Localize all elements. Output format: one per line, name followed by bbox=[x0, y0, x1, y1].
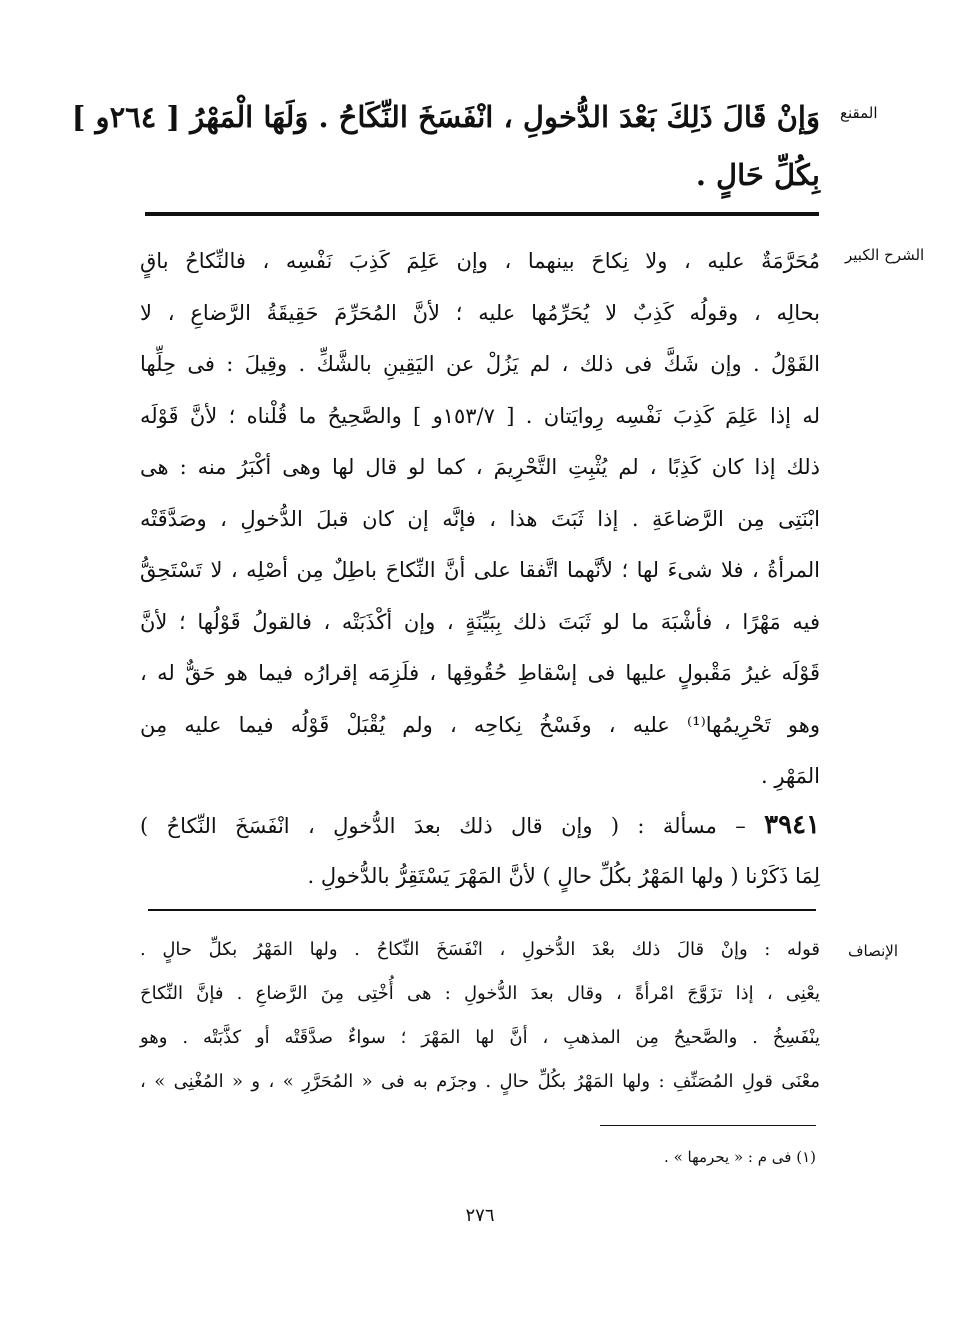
insaf-line: يعْنِى ، إذا تزَوَّجَ امْرأةً ، وقال بعدَ الدُّخولِ : هى أُخْتِى مِنَ الرَّضاعِ . فإنَّ النِّكاحَ bbox=[140, 983, 820, 1004]
page-number: ٢٧٦ bbox=[465, 1205, 495, 1226]
sharh-line: قَوْلَه غيرُ مَقْبولٍ عليها فى إسْقاطِ حُقُوقِها ، فلَزِمَه إقرارُه فيما هو حَقٌّ له ، bbox=[140, 661, 820, 685]
insaf-text bbox=[140, 928, 820, 1104]
masala-number: ٣٩٤١ bbox=[764, 810, 820, 840]
sharh-line: المرأةُ ، فلا شىءَ لها ؛ لأنَّهما اتَّفقا على أنَّ النِّكاحَ باطِلٌ مِن أصْلِه ، لا تَسْتَحِقُّ bbox=[140, 558, 820, 582]
sharh-line: المَهْرِ . bbox=[761, 764, 820, 788]
muqni-line: بِكُلِّ حَالٍ . bbox=[695, 158, 820, 192]
sharh-line: بحالِه ، وقولُه كَذِبٌ لا يُحَرِّمُها عليه ؛ لأنَّ المُحَرِّمَ حَقِيقَةُ الرَّضاعِ ، لا bbox=[140, 300, 820, 325]
masala-block bbox=[140, 800, 820, 901]
section-divider bbox=[145, 212, 819, 216]
masala-heading: – مسألة : ( وإن قال ذلك بعدَ الدُّخولِ ، انْفَسَخَ النِّكاحُ ) bbox=[140, 814, 746, 838]
insaf-line: معْنَى قولِ المُصَنِّفِ : ولها المَهْرُ بكُلِّ حالٍ . وجزَم به فى « المُحَرَّرِ » ، و « المُغْنِى » ، bbox=[140, 1071, 820, 1092]
muqni-label: المقنع bbox=[840, 104, 878, 122]
sharh-line: مُحَرَّمَةٌ عليه ، ولا نِكاحَ بينهما ، وإن عَلِمَ كَذِبَ نَفْسِه ، فالنِّكاحُ باقٍ bbox=[140, 249, 820, 273]
insaf-label: الإنصاف bbox=[848, 942, 899, 960]
footnote: (١) فى م : « يحرمها » . bbox=[664, 1148, 816, 1166]
sharh-line: فيه مَهْرًا ، فأشْبَهَ ما لو ثَبَتَ ذلك بِبَيِّنَةٍ ، وإن أكْذَبَتْه ، فالقولُ قَوْلُها ؛ لأنَّ bbox=[140, 609, 820, 634]
footnote-divider bbox=[600, 1125, 816, 1126]
muqni-line: وَإنْ قَالَ ذَلِكَ بَعْدَ الدُّخولِ ، انْفَسَخَ النِّكَاحُ . وَلَهَا الْمَهْرُ [ ٢٦٤و ] bbox=[71, 100, 820, 134]
sharh-text bbox=[140, 236, 820, 803]
sharh-line: ذلك إذا كان كَذِبًا ، لم يُثْبِتِ التَّحْرِيمَ ، كما لو قال لها وهى أكْبَرُ منه : هى bbox=[140, 455, 820, 479]
sharh-line: القَوْلُ . وإن شَكَّ فى ذلك ، لم يَزُلْ عن اليَقِينِ بالشَّكِّ . وقِيلَ : فى حِلِّها bbox=[140, 352, 820, 376]
sharh-line: له إذا عَلِمَ كَذِبَ نَفْسِه رِوايَتان . [ ١٥٣/٧و ] والصَّحِيحُ ما قُلْناه ؛ لأنَّ قَوْلَه bbox=[140, 403, 820, 428]
sharh-line: وهو تَحْرِيمُها⁽¹⁾ عليه ، وفَسْخُ نِكاحِه ، ولم يُقْبَلْ قَوْلُه فيما عليه مِن bbox=[140, 712, 820, 737]
masala-line: لِمَا ذَكَرْنا ( ولها المَهْرُ بكُلِّ حالٍ ) لأنَّ المَهْرَ يَسْتَقِرُّ بالدُّخولِ . bbox=[307, 864, 820, 888]
insaf-line: قوله : وإنْ قالَ ذلك بعْدَ الدُّخولِ ، انْفَسَخَ النِّكاحُ . ولها المَهْرُ بكلِّ حالٍ . bbox=[140, 939, 820, 960]
muqni-text bbox=[71, 88, 820, 204]
section-divider bbox=[148, 909, 816, 911]
sharh-label: الشرح الكبير bbox=[845, 246, 925, 264]
sharh-line: ابْنَتِى مِن الرَّضاعَةِ . إذا ثَبَتَ هذا ، فإنَّه إن كان قبلَ الدُّخولِ ، وصَدَّقَتْه bbox=[140, 506, 820, 531]
masala-line bbox=[140, 800, 820, 851]
insaf-line: ينْفَسِخُ . والصَّحيحُ مِن المذهبِ ، أنَّ لها المَهْرَ ؛ سواءٌ صدَّقَتْه أو كذَّبَتْه . وهو bbox=[140, 1027, 820, 1048]
